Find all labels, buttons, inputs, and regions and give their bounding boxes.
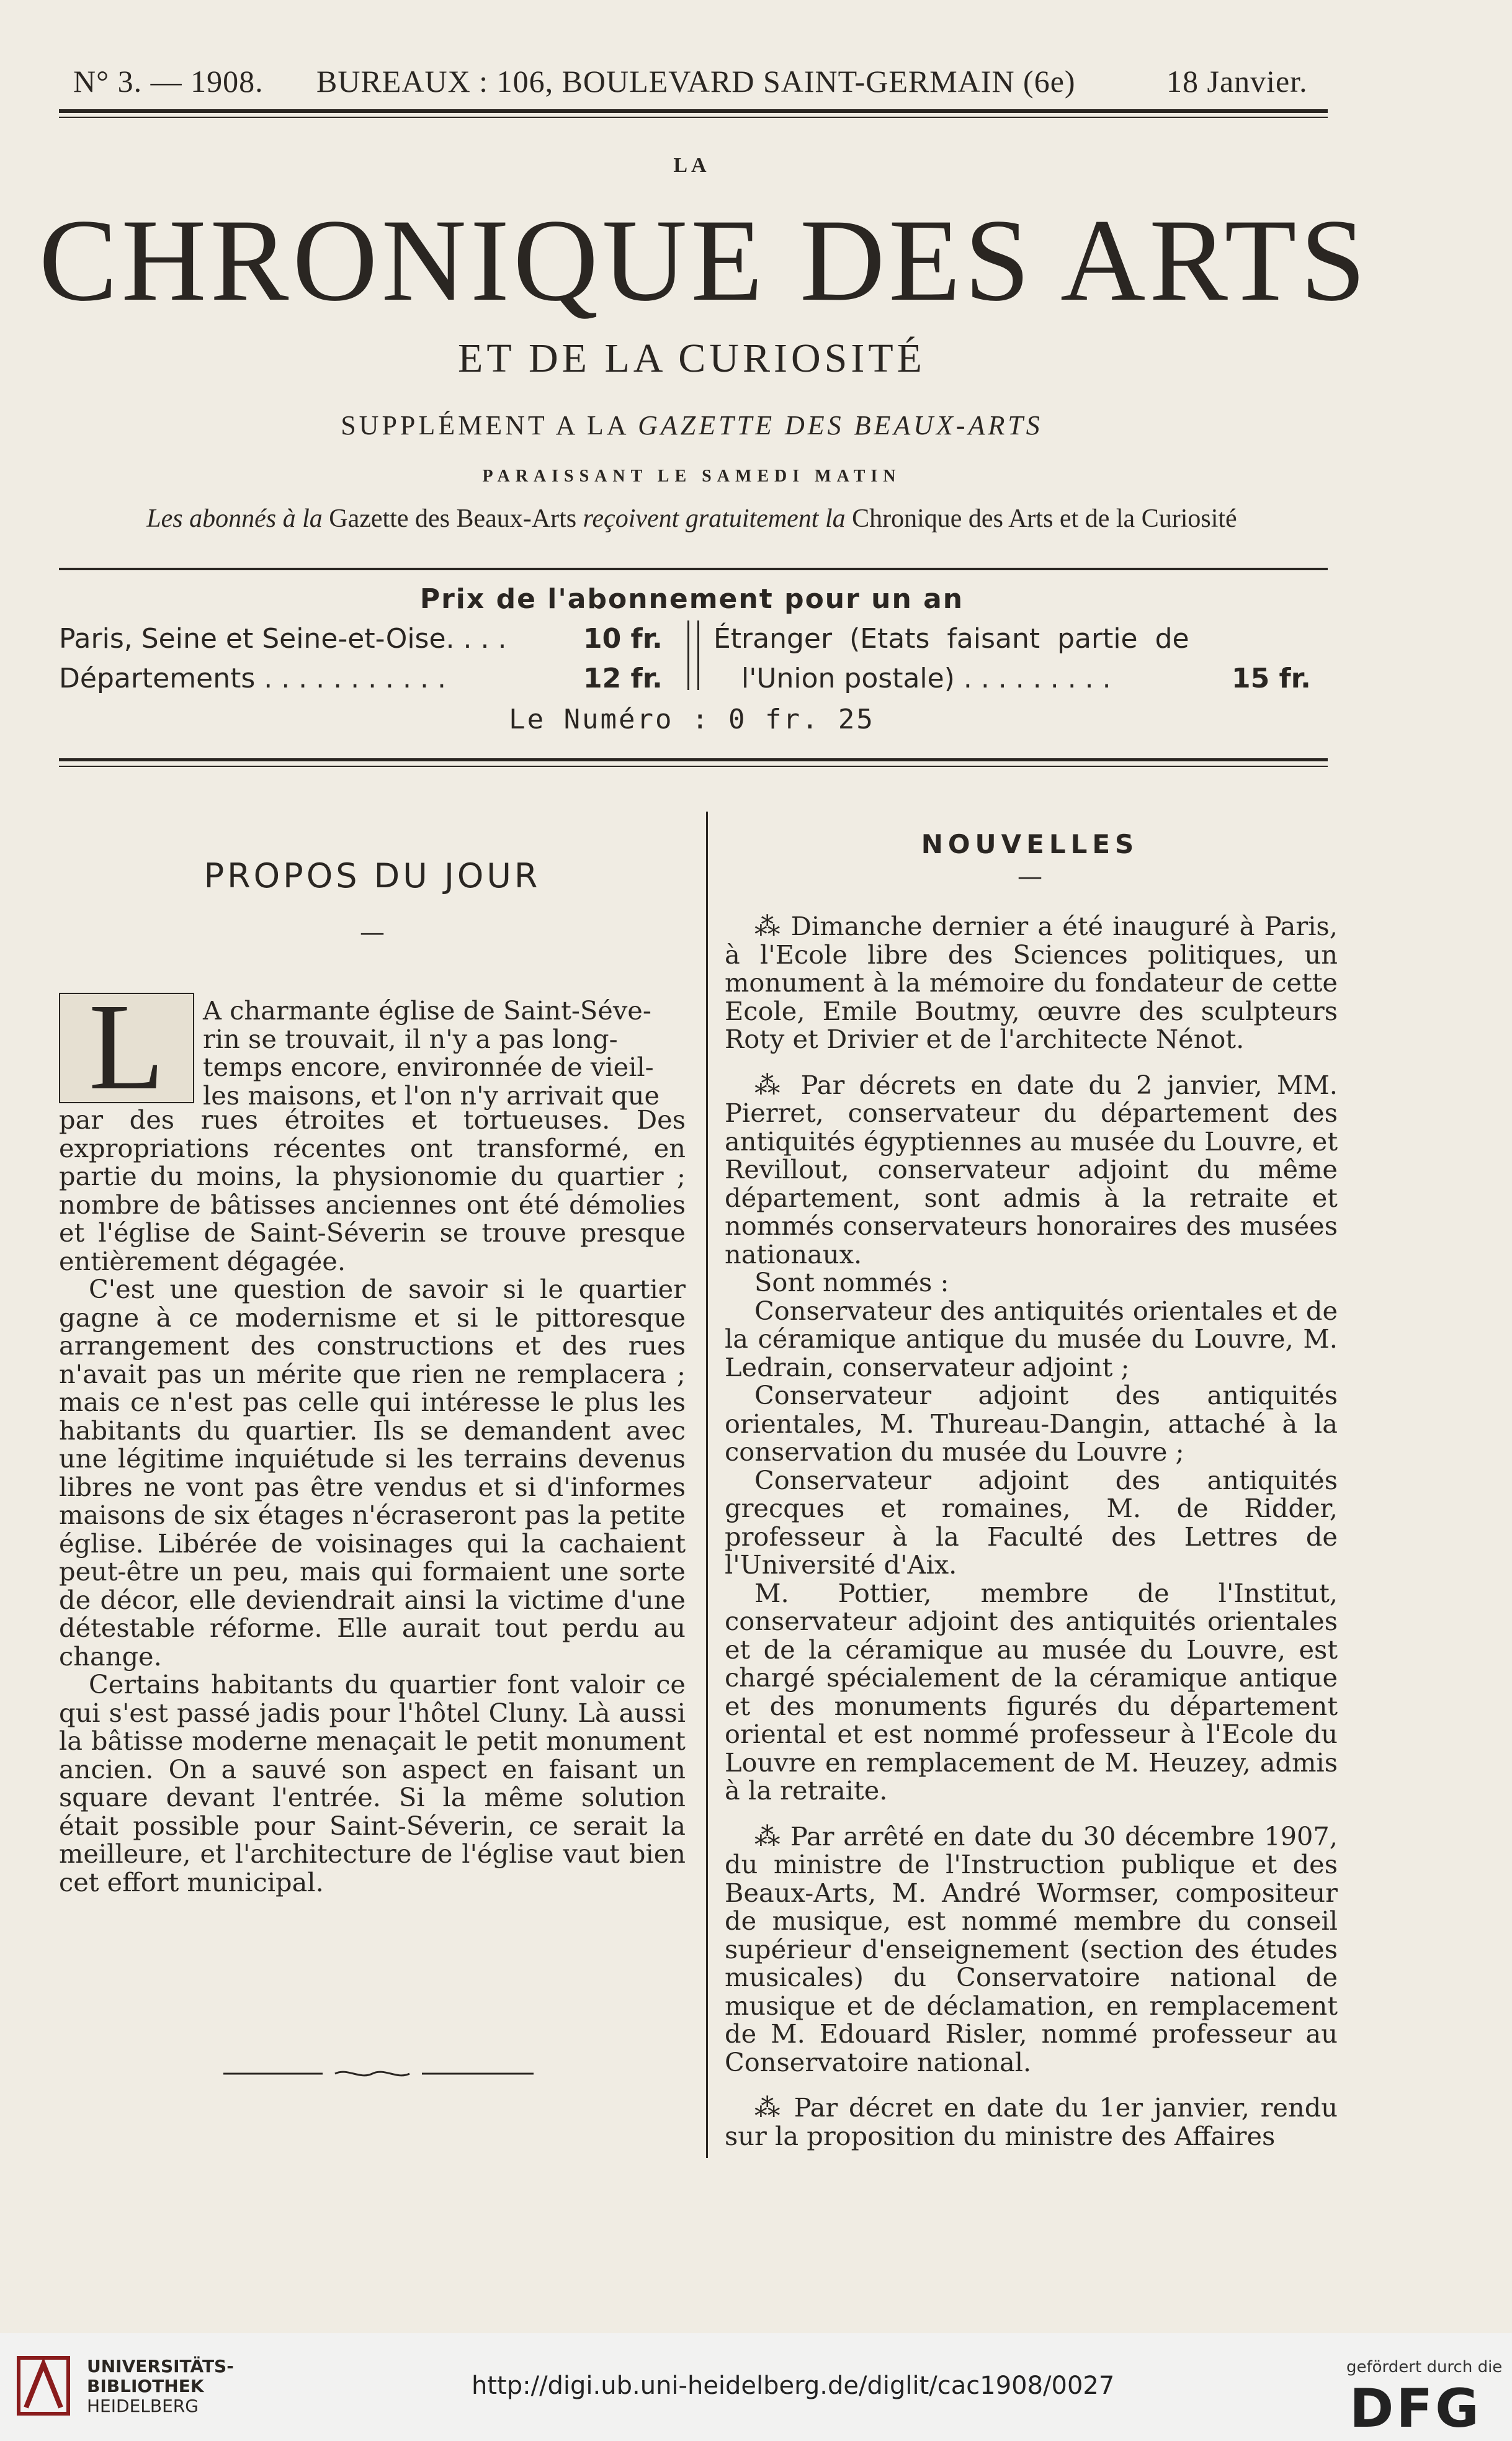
dropcap-letter: L (88, 979, 165, 1116)
parution-line: PARAISSANT LE SAMEDI MATIN (482, 467, 901, 486)
source-url[interactable]: http://digi.ub.uni-heidelberg.de/diglit/cac1908/0027 (472, 2372, 1115, 2400)
supplement-prefix: SUPPLÉMENT A LA (341, 410, 629, 441)
price-divider-left (687, 620, 689, 690)
library-name (87, 2357, 234, 2416)
propos-article (59, 979, 686, 1897)
price-rule (59, 758, 1328, 761)
university-logo-icon (14, 2352, 76, 2420)
abonnes-part-1: Les abonnés à la (146, 504, 323, 533)
dropcap-block (59, 979, 686, 1116)
library-line-3: HEIDELBERG (87, 2396, 199, 2416)
lead-line-3: temps encore, environnée de vieil- (203, 1052, 654, 1082)
nouvelles-body (725, 912, 1338, 2150)
news-item-4 (725, 2094, 1338, 2150)
price-paris-label: Paris, Seine et Seine-et-Oise. . . . (59, 623, 507, 655)
bureaux-address: BUREAUX : 106, BOULEVARD SAINT-GERMAIN (6e) (316, 64, 1076, 99)
library-line-2: BIBLIOTHEK (87, 2376, 204, 2396)
news-item-4-text: Par décret en date du 1er janvier, rendu sur la proposition du ministre des Affaires (725, 2092, 1338, 2151)
lead-line-2: rin se trouvait, il n'y a pas long- (203, 1023, 618, 1054)
propos-paragraph-1: par des rues étroites et tortueuses. Des expropriations récentes ont transformé, en partie du moins, la physionomie du quartier ; nombre de bâtisses anciennes ont été démolies et l'église de Saint-Séverin se trouve presque entièrement dégagée. (59, 1104, 686, 1276)
news-item-2-pottier: M. Pottier, membre de l'Institut, conservateur adjoint des antiquités orientales et de la céramique au musée du Louvre, est chargé spécialement de la céramique antique et des monuments figurés du département oriental et est nommé professeur à l'Ecole du Louvre en remplacement de M. Heuzey, admis à la retraite. (725, 1577, 1338, 1806)
news-item-2-text: Par décrets en date du 2 janvier, MM. Pierret, conservateur du département des antiquités égyptiennes au musée du Louvre, et Revillout, conservateur adjoint du même département, sont admis à la retraite et nommés conservateurs honoraires des musées nationaux. (725, 1069, 1338, 1270)
supplement-name: GAZETTE DES BEAUX-ARTS (638, 410, 1043, 441)
header-rule (59, 109, 1328, 113)
news-item-1 (725, 912, 1338, 1054)
issue-date: 18 Janvier. (1166, 64, 1308, 99)
masthead-rule (59, 568, 1328, 570)
funded-by-label: gefördert durch die (1346, 2358, 1503, 2376)
masthead-subtitle: ET DE LA CURIOSITÉ (458, 336, 926, 381)
asterism-icon: ⁂ (754, 1821, 782, 1852)
masthead-article: LA (673, 154, 710, 177)
header-rule-thin (59, 117, 1328, 118)
masthead-title: CHRONIQUE DES ARTS (38, 195, 1370, 326)
price-etranger-label: Étranger (Etats faisant partie de (714, 623, 1189, 655)
news-item-2-ledrain: Conservateur des antiquités orientales et de la céramique antique du musée du Louvre, M. Ledrain, conservateur adjoint ; (725, 1295, 1338, 1382)
lead-lines (203, 997, 686, 1109)
news-item-2 (725, 1071, 1338, 1269)
column-divider (706, 812, 708, 2158)
price-etranger-label-2: l'Union postale) . . . . . . . . . (741, 663, 1111, 694)
propos-dash: — (360, 918, 385, 947)
asterism-icon: ⁂ (754, 1069, 787, 1100)
lead-line-1: A charmante église de Saint-Séve- (203, 995, 651, 1026)
nouvelles-heading: NOUVELLES (921, 829, 1139, 859)
price-numero: Le Numéro : 0 fr. 25 (509, 704, 875, 735)
nouvelles-dash: — (1018, 862, 1042, 891)
price-heading: Prix de l'abonnement pour un an (419, 583, 964, 615)
asterism-icon: ⁂ (754, 2092, 783, 2123)
issue-number: N° 3. — 1908. (73, 64, 264, 99)
price-dep-label: Départements . . . . . . . . . . . (59, 663, 446, 694)
abonnes-part-2: Gazette des Beaux-Arts (329, 504, 577, 533)
abonnes-line (0, 504, 1384, 534)
price-paris: 10 fr. (583, 623, 663, 655)
news-item-2-ridder: Conservateur adjoint des antiquités grecques et romaines, M. de Ridder, professeur à la Faculté des Lettres de l'Université d'Aix. (725, 1464, 1338, 1580)
propos-body (59, 1106, 686, 1896)
digitization-footer (0, 2333, 1512, 2441)
propos-paragraph-2: C'est une question de savoir si le quartier gagne à ce modernisme et si le pittoresque arrangement des constructions et des rues n'avait pas un mérite que rien ne remplacera ; mais ce n'est pas celle qui intéresse le plus les habitants du quartier. Ils se demandent avec une légitime inquiétude si les terrains devenus libres ne vont pas être vendus et si d'informes maisons de six étages n'écraseront pas la petite église. Libérée de voisinages qui la cachaient peut-être un peu, mais qui formaient une sorte de décor, elle deviendrait ainsi la victime d'une détestable réforme. Elle aurait tout perdu au change. (59, 1274, 686, 1672)
supplement-line (0, 410, 1384, 441)
news-item-3-text: Par arrêté en date du 30 décembre 1907, du ministre de l'Instruction publique et des Beaux-Arts, M. André Wormser, compositeur de musique, est nommé membre du conseil supérieur d'enseignement (section des études musicales) du Conservatoire national de musique et de déclamation, en remplacement de M. Edouard Risler, nommé professeur au Conservatoire national. (725, 1821, 1338, 2077)
news-item-2-thureau: Conservateur adjoint des antiquités orientales, M. Thureau-Dangin, attaché à la conservation du musée du Louvre ; (725, 1380, 1338, 1467)
news-item-3 (725, 1822, 1338, 2077)
asterism-icon: ⁂ (754, 911, 782, 941)
price-etranger: 15 fr. (1232, 663, 1311, 694)
abonnes-part-3: reçoivent gratuitement la (583, 504, 846, 533)
news-item-1-text: Dimanche dernier a été inauguré à Paris, à l'Ecole libre des Sciences politiques, un monument à la mémoire du fondateur de cette Ecole, Emile Boutmy, œuvre des sculpteurs Roty et Drivier et de l'architecte Nénot. (725, 911, 1338, 1054)
library-line-1: UNIVERSITÄTS- (87, 2356, 234, 2376)
lead-line-4: les maisons, et l'on n'y arrivait que (203, 1080, 660, 1111)
propos-paragraph-3: Certains habitants du quartier font valoir ce qui s'est passé jadis pour l'hôtel Cluny. Là aussi la bâtisse moderne menaçait le petit monument ancien. On a sauvé son aspect en faisant un square devant l'entrée. Si la même solution était possible pour Saint-Séverin, ce serait la meilleure, et l'architecture de l'église vaut bien cet effort municipal. (59, 1669, 686, 1897)
news-item-2-nommes: Sont nommés : (754, 1267, 949, 1297)
ornamental-divider (223, 2067, 534, 2080)
propos-heading: PROPOS DU JOUR (204, 856, 541, 895)
ornamental-initial (59, 979, 194, 1116)
abonnes-part-4: Chronique des Arts et de la Curiosité (852, 504, 1237, 533)
dfg-logo: DFG (1349, 2378, 1482, 2440)
price-rule-thin (59, 766, 1328, 767)
price-departements: 12 fr. (583, 663, 663, 694)
price-divider-right (697, 620, 699, 690)
